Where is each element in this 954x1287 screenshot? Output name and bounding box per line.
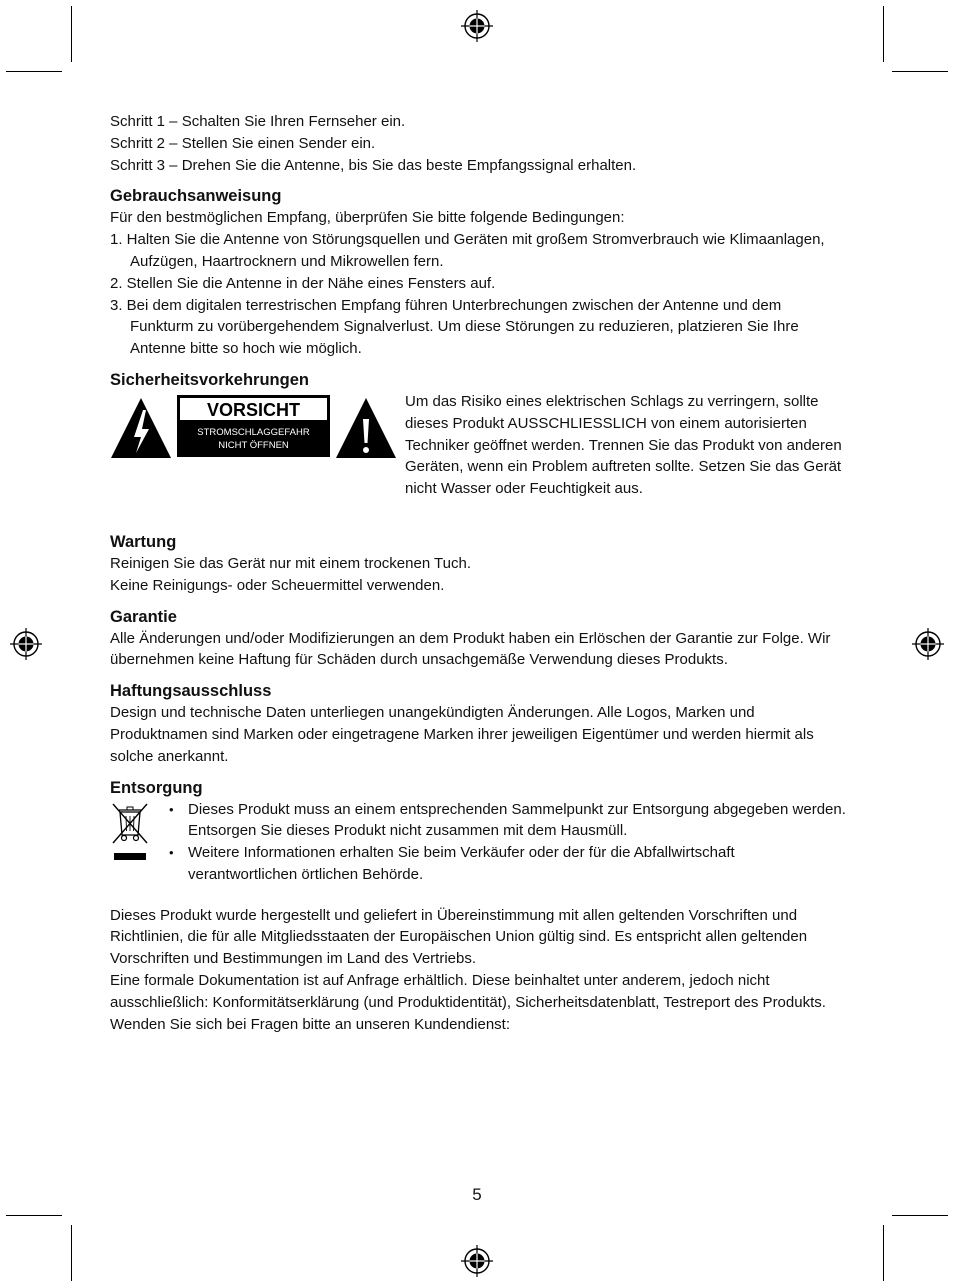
disclaimer-text: Design und technische Daten unterliegen unangekündigten Änderungen. Alle Logos, Marken und Produktnamen sind Marken oder eingetragene Marken ihrer jeweiligen Eigentümer und werden hiermit als solche anerkannt. <box>110 704 814 765</box>
list-item: 2. Stellen Sie die Antenne in der Nähe eines Fensters auf. <box>110 274 496 292</box>
electric-shock-warning-icon <box>111 398 171 458</box>
section-heading: Wartung <box>110 532 177 551</box>
warranty-text: Alle Änderungen und/oder Modifizierungen an dem Produkt haben ein Erlöschen der Garantie zur Folge. Wir übernehmen keine Haftung für Schäden durch unsachgemäße Verwendung dieses Produkts. <box>110 629 831 669</box>
steps-block <box>110 111 846 176</box>
compliance-paragraph: Wenden Sie sich bei Fragen bitte an unseren Kundendienst: <box>110 1015 510 1033</box>
page-number: 5 <box>472 1185 482 1204</box>
registration-mark-icon <box>461 10 493 42</box>
section-heading: Haftungsausschluss <box>110 682 272 701</box>
list-item: • Weitere Informationen erhalten Sie beim Verkäufer oder der für die Abfallwirtschaft verantwortlichen örtlichen Behörde. <box>168 842 846 886</box>
safety-section <box>110 369 846 529</box>
section-heading: Garantie <box>110 607 177 626</box>
section-heading: Entsorgung <box>110 778 203 797</box>
usage-list <box>110 229 846 360</box>
safety-block <box>110 391 846 529</box>
list-item: • Dieses Produkt muss an einem entsprechenden Sammelpunkt zur Entsorgung abgegeben werden. Entsorgen Sie dieses Produkt nicht zusammen mit dem Hausmüll. <box>168 799 846 843</box>
registration-mark-icon <box>461 1245 493 1277</box>
maintenance-line: Keine Reinigungs- oder Scheuermittel verwenden. <box>110 576 445 594</box>
list-item: 1. Halten Sie die Antenne von Störungsquellen und Geräten mit großem Stromverbrauch wie Klimaanlagen, Aufzügen, Haartrocknern und Mikrowellen fern. <box>110 231 825 270</box>
caution-line: STROMSCHLAGGEFAHR <box>197 426 310 438</box>
section-heading: Gebrauchsanweisung <box>110 187 282 206</box>
maintenance-line: Reinigen Sie das Gerät nur mit einem trockenen Tuch. <box>110 554 472 572</box>
list-item: 3. Bei dem digitalen terrestrischen Empfang führen Unterbrechungen zwischen der Antenne und dem Funkturm zu vorübergehendem Signalverlust. Um diese Störungen zu reduzieren, platzieren Sie Ihre Antenne bitte so hoch wie möglich. <box>110 296 799 358</box>
maintenance-section <box>110 531 846 597</box>
caution-box <box>177 395 330 457</box>
crossed-out-wheelie-bin-icon <box>110 801 150 863</box>
warranty-section <box>110 606 846 672</box>
disposal-list <box>168 799 846 886</box>
compliance-block <box>110 905 846 1036</box>
usage-section <box>110 185 846 360</box>
section-heading: Sicherheitsvorkehrungen <box>110 370 309 389</box>
exclamation-warning-icon <box>336 398 396 458</box>
compliance-paragraph: Dieses Produkt wurde hergestellt und geliefert in Übereinstimmung mit allen geltenden Vorschriften und Richtlinien, die für alle Mitgliedsstaaten der Europäischen Union gültig sind. Es entspricht allen geltenden Vorschriften und Bestimmungen im Land des Vertriebs. <box>110 906 808 968</box>
crop-mark <box>892 1215 948 1216</box>
disclaimer-section <box>110 680 846 767</box>
crop-mark <box>6 1215 62 1216</box>
crop-mark <box>883 6 884 62</box>
caution-title: VORSICHT <box>206 399 301 420</box>
caution-line: NICHT ÖFFNEN <box>218 439 289 451</box>
registration-mark-icon <box>10 628 42 660</box>
disposal-block <box>110 799 846 885</box>
warning-symbols <box>110 395 400 461</box>
crop-mark <box>71 6 72 62</box>
safety-text: Um das Risiko eines elektrischen Schlags zu verringern, sollte dieses Produkt AUSSCHLIESSLICH von einem autorisierten Techniker geöffnet werden. Trennen Sie das Produkt von anderen Geräten, wenn ein Problem auftreten sollte. Setzen Sie das Gerät nicht Wasser oder Feuchtigkeit aus. <box>405 392 842 498</box>
crop-mark <box>883 1225 884 1281</box>
compliance-paragraph: Eine formale Dokumentation ist auf Anfrage erhältlich. Diese beinhaltet unter anderem, jedoch nicht ausschließlich: Konformitätserklärung (und Produktidentität), Sicherheitsdatenblatt, Testreport des Produkts. <box>110 971 826 1011</box>
page-content <box>110 111 846 1035</box>
registration-mark-icon <box>912 628 944 660</box>
crop-mark <box>892 71 948 72</box>
step-line: Schritt 2 – Stellen Sie einen Sender ein. <box>110 134 376 152</box>
step-line: Schritt 1 – Schalten Sie Ihren Fernseher ein. <box>110 113 406 130</box>
usage-intro: Für den bestmöglichen Empfang, überprüfen Sie bitte folgende Bedingungen: <box>110 209 625 227</box>
step-line: Schritt 3 – Drehen Sie die Antenne, bis Sie das beste Empfangssignal erhalten. <box>110 156 637 174</box>
crop-mark <box>71 1225 72 1281</box>
disposal-section <box>110 777 846 885</box>
crop-mark <box>6 71 62 72</box>
